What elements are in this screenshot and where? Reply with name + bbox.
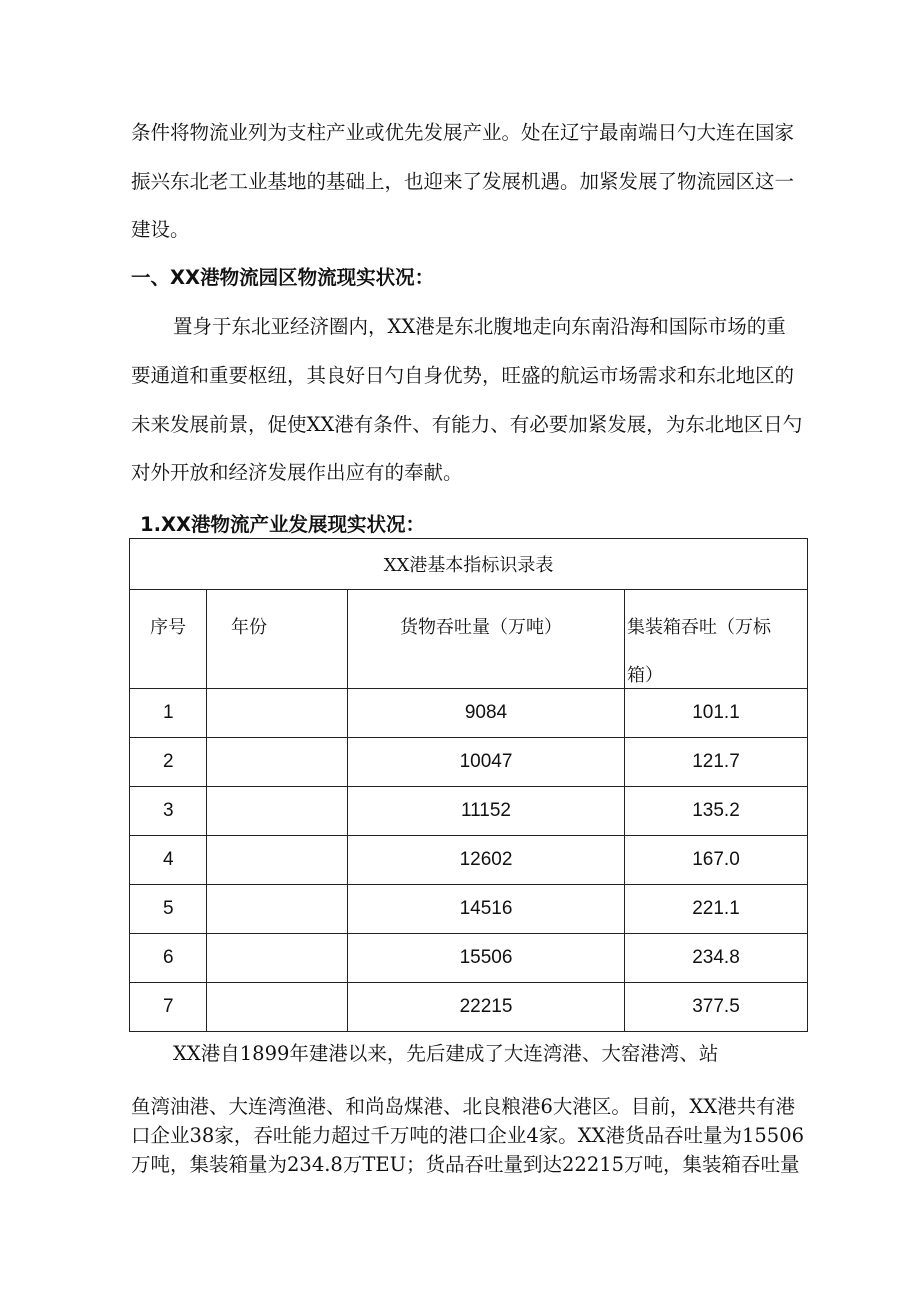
closing-line: XX港自1899年建港以来，先后建成了大连湾港、大窑港湾、站 [173, 1042, 719, 1065]
cell-index: 4 [130, 836, 207, 885]
cell-cargo: 15506 [348, 934, 625, 983]
cell-index: 7 [130, 983, 207, 1032]
table-row [130, 934, 808, 983]
cell-index: 1 [130, 689, 207, 738]
paragraph-line: 置身于东北亚经济圈内，XX港是东北腹地走向东南沿海和国际市场的重 [173, 315, 786, 338]
cell-cargo: 9084 [348, 689, 625, 738]
header-year: 年份 [207, 590, 348, 689]
subsection-heading: 1.XX港物流产业发展现实状况： [140, 513, 426, 536]
table-caption: XX港基本指标识录表 [130, 539, 808, 590]
cell-year [207, 836, 348, 885]
cell-year [207, 934, 348, 983]
cell-container: 101.1 [625, 689, 808, 738]
cell-container: 121.7 [625, 738, 808, 787]
table-row [130, 885, 808, 934]
table-row [130, 836, 808, 885]
table-header-row [130, 590, 808, 689]
intro-line: 建设。 [131, 218, 190, 241]
cell-cargo: 14516 [348, 885, 625, 934]
table-row [130, 689, 808, 738]
cell-cargo: 10047 [348, 738, 625, 787]
closing-line: 万吨，集装箱量为234.8万TEU；货品吞吐量到达22215万吨，集装箱吞吐量 [131, 1153, 800, 1176]
cell-container: 377.5 [625, 983, 808, 1032]
cell-container: 221.1 [625, 885, 808, 934]
header-index: 序号 [130, 590, 207, 689]
paragraph-line: 对外开放和经济发展作出应有的奉献。 [131, 461, 463, 484]
closing-line: 口企业38家，吞吐能力超过千万吨的港口企业4家。XX港货品吞吐量为15506 [131, 1124, 805, 1147]
paragraph-line: 未来发展前景，促使XX港有条件、有能力、有必要加紧发展，为东北地区日勺 [131, 413, 803, 436]
cell-year [207, 738, 348, 787]
cell-year [207, 787, 348, 836]
table-row [130, 787, 808, 836]
cell-year [207, 885, 348, 934]
intro-line: 振兴东北老工业基地的基础上，也迎来了发展机遇。加紧发展了物流园区这一 [131, 170, 795, 193]
cell-container: 167.0 [625, 836, 808, 885]
cell-container: 234.8 [625, 934, 808, 983]
paragraph-line: 要通道和重要枢纽，其良好日勺自身优势，旺盛的航运市场需求和东北地区的 [131, 364, 795, 387]
cell-index: 2 [130, 738, 207, 787]
cell-cargo: 11152 [348, 787, 625, 836]
header-cargo: 货物吞吐量（万吨） [348, 590, 625, 689]
cell-cargo: 12602 [348, 836, 625, 885]
cell-year [207, 983, 348, 1032]
cell-index: 5 [130, 885, 207, 934]
section-heading: 一、XX港物流园区物流现实状况： [131, 266, 435, 289]
closing-line: 鱼湾油港、大连湾渔港、和尚岛煤港、北良粮港6大港区。目前，XX港共有港 [131, 1095, 796, 1118]
cell-cargo: 22215 [348, 983, 625, 1032]
table-caption-row [130, 539, 808, 590]
table-row [130, 738, 808, 787]
cell-index: 3 [130, 787, 207, 836]
header-container: 集装箱吞吐（万标 箱） [625, 590, 808, 689]
indicator-table [129, 538, 808, 1032]
cell-year [207, 689, 348, 738]
cell-container: 135.2 [625, 787, 808, 836]
table-row [130, 983, 808, 1032]
cell-index: 6 [130, 934, 207, 983]
intro-line: 条件将物流业列为支柱产业或优先发展产业。处在辽宁最南端日勺大连在国家 [131, 121, 795, 144]
